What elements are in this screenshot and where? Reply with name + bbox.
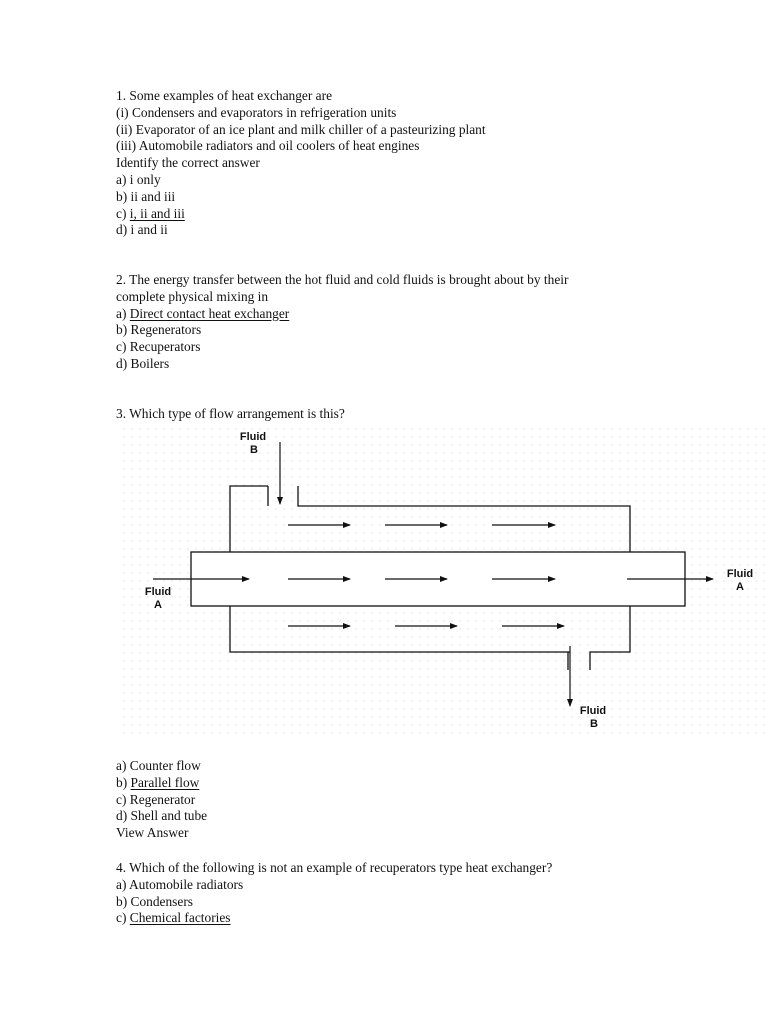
- q1-option-a: a) i only: [116, 171, 161, 187]
- q2-correct-answer: Direct contact heat exchanger: [129, 305, 290, 321]
- q2-option-d: d) Boilers: [116, 355, 170, 371]
- q1-correct-answer: i, ii and iii: [129, 205, 185, 221]
- question-4-text: 4. Which of the following is not an example of recuperators type heat exchanger?: [116, 860, 553, 875]
- q1-item-i: (i) Condensers and evaporators in refrigeration units: [116, 104, 397, 120]
- fluid-b-inlet-label-line2: B: [250, 444, 258, 456]
- heat-exchanger-flow-diagram: [115, 420, 767, 735]
- q1-option-c: c) i, ii and iii: [116, 205, 185, 221]
- fluid-a-inlet-label-line1: Fluid: [144, 586, 172, 598]
- question-1-text: 1. Some examples of heat exchanger are: [116, 88, 333, 103]
- q2-option-c: c) Recuperators: [116, 339, 201, 355]
- q3-option-c: c) Regenerator: [116, 791, 196, 807]
- q3-correct-answer: Parallel flow: [130, 774, 200, 790]
- q1-option-b: b) ii and iii: [116, 188, 176, 204]
- q4-correct-answer: Chemical factories: [129, 910, 231, 926]
- question-2: [116, 272, 676, 373]
- question-2-text-line2: complete physical mixing in: [116, 288, 269, 304]
- q1-option-d: d) i and ii: [116, 222, 168, 238]
- question-4: [116, 860, 676, 927]
- q4-option-a: a) Automobile radiators: [116, 876, 244, 892]
- fluid-a-outlet-label-line2: A: [736, 581, 744, 593]
- q1-item-iii: (iii) Automobile radiators and oil coolers of heat engines: [116, 138, 420, 154]
- view-answer-link[interactable]: View Answer: [116, 825, 189, 841]
- q2-option-a: a) Direct contact heat exchanger: [116, 305, 290, 321]
- q1-prompt: Identify the correct answer: [116, 155, 260, 171]
- q3-option-d: d) Shell and tube: [116, 808, 208, 824]
- q3-option-b: b) Parallel flow: [116, 774, 200, 790]
- question-1: [116, 88, 676, 239]
- question-3-text: 3. Which type of flow arrangement is this?: [116, 406, 345, 421]
- question-2-text-line1: 2. The energy transfer between the hot fluid and cold fluids is brought about by their: [116, 272, 569, 287]
- fluid-b-outlet-label-line1: Fluid: [579, 705, 607, 717]
- q4-option-c: c) Chemical factories: [116, 910, 231, 926]
- fluid-b-outlet-label-line2: B: [590, 718, 598, 730]
- q1-item-ii: (ii) Evaporator of an ice plant and milk chiller of a pasteurizing plant: [116, 121, 486, 137]
- question-3-options: [116, 758, 676, 842]
- q4-option-b: b) Condensers: [116, 893, 193, 909]
- q2-option-b: b) Regenerators: [116, 322, 202, 338]
- fluid-a-outlet-label-line1: Fluid: [726, 568, 754, 580]
- fluid-b-inlet-label-line1: Fluid: [239, 431, 267, 443]
- fluid-a-inlet-label-line2: A: [154, 599, 162, 611]
- q3-option-a: a) Counter flow: [116, 758, 201, 773]
